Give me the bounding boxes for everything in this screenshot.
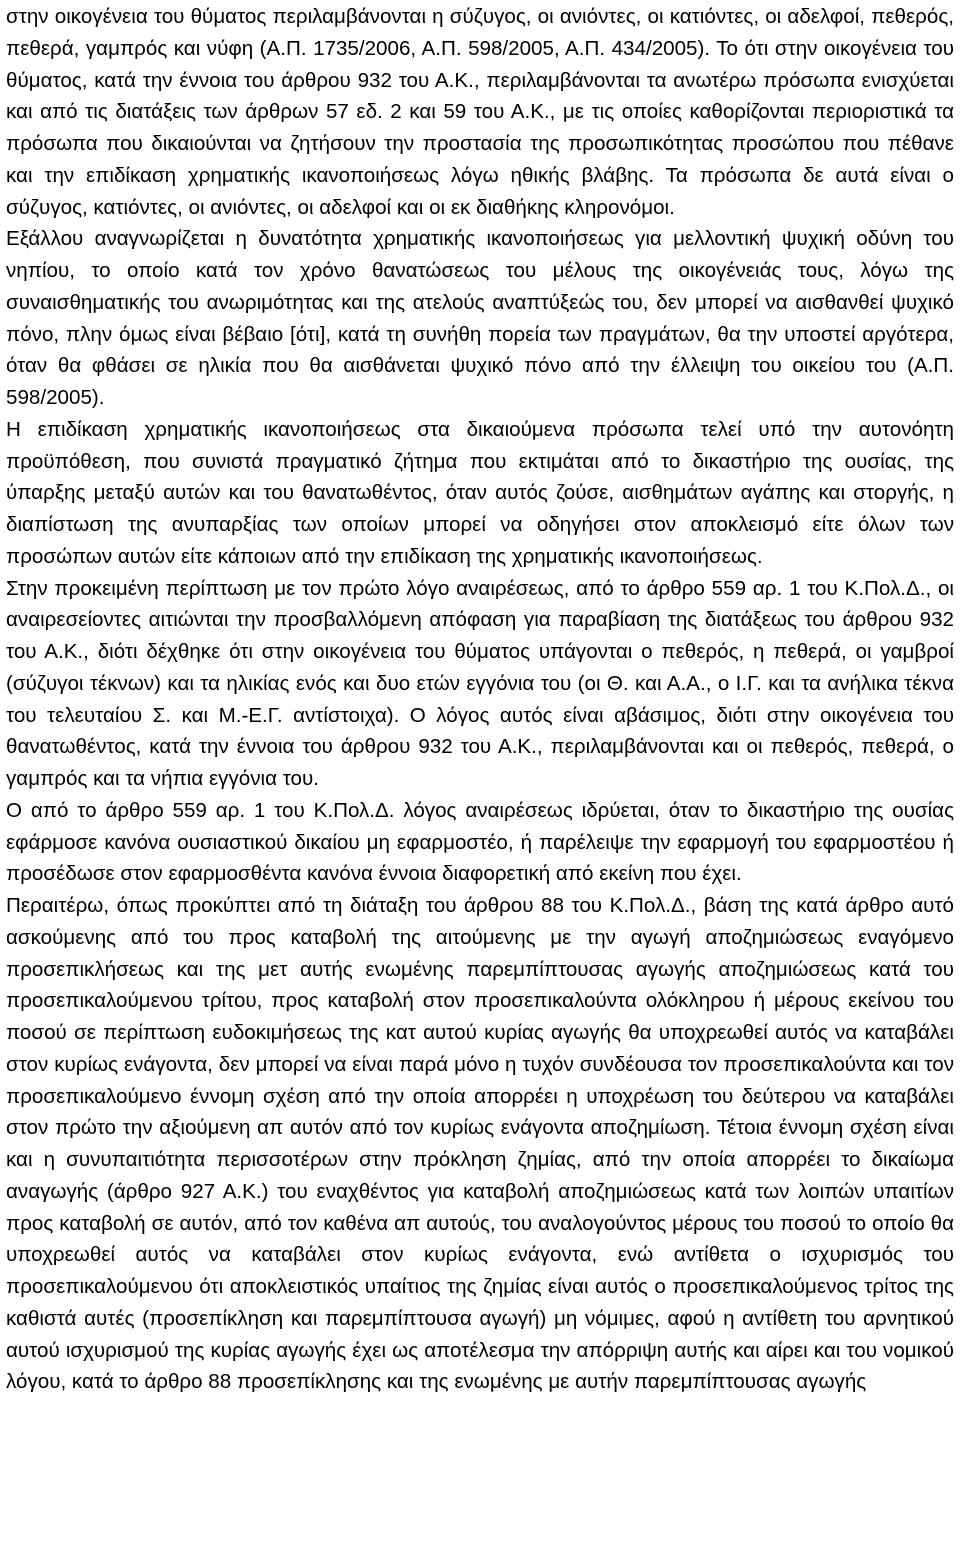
paragraph-cassation-ground: Ο από το άρθρο 559 αρ. 1 του Κ.Πολ.Δ. λόγος αναιρέσεως ιδρύεται, όταν το δικαστήριο της ουσίας εφάρμοσε κανόνα ουσιαστικού δικαίου μη εφαρμοστέο, ή παρέλειψε την εφαρμογή του εφαρμοστέου ή προσέδωσε στον εφαρμοσθέντα κανόνα έννοια διαφορετική από εκείνη που έχει.: [6, 798, 954, 886]
paragraph-award-condition: Η επιδίκαση χρηματικής ικανοποιήσεως στα δικαιούμενα πρόσωπα τελεί υπό την αυτονόητη προϋπόθεση, που συνιστά πραγματικό ζήτημα που εκτιμάται από το δικαστήριο της ουσίας, της ύπαρξης μεταξύ αυτών και του θανατωθέντος, όταν αυτός ζούσε, αισθημάτων αγάπης και στοργής, η διαπίστωση της ανυπαρξίας των οποίων μπορεί να οδηγήσει στον αποκλεισμό είτε όλων των προσώπων αυτών είτε κάποιων από την επιδίκαση της χρηματικής ικανοποιήσεως.: [6, 417, 954, 568]
paragraph-future-grief: Εξάλλου αναγνωρίζεται η δυνατότητα χρηματικής ικανοποιήσεως για μελλοντική ψυχική οδύνη του νηπίου, το οποίο κατά τον χρόνο θανατώσεως του μέλους της οικογένειάς τους, λόγω της συναισθηματικής του ανωριμότητας και της ατελούς αναπτύξεώς του, δεν μπορεί να αισθανθεί ψυχικό πόνο, πλην όμως είναι βέβαιο [ότι], κατά τη συνήθη πορεία των πραγμάτων, θα την υποστεί αργότερα, όταν θα φθάσει σε ηλικία που θα αισθάνεται ψυχικό πόνο από την έλλειψη του οικείου του (Α.Π. 598/2005).: [6, 227, 954, 409]
document-page: [6, 1, 954, 1398]
paragraph-first-ground: Στην προκειμένη περίπτωση με τον πρώτο λόγο αναιρέσεως, από το άρθρο 559 αρ. 1 του Κ.Πολ.Δ., οι αναιρεσείοντες αιτιώνται την προσβαλλόμενη απόφαση για παραβίαση της διατάξεως του άρθρου 932 του Α.Κ., διότι δέχθηκε ότι στην οικογένεια του θύματος υπάγονται ο πεθερός, η πεθερά, οι γαμβροί (σύζυγοι τέκνων) και τα ηλικίας ενός και δυο ετών εγγόνια του (οι Θ. και Α.Α., ο Ι.Γ. και τα ανήλικα τέκνα του τελευταίου Σ. και Μ.-Ε.Γ. αντίστοιχα). Ο λόγος αυτός είναι αβάσιμος, διότι στην οικογένεια του θανατωθέντος, κατά την έννοια του άρθρου 932 του Α.Κ., περιλαμβάνονται και οι πεθερός, πεθερά, ο γαμπρός και τα νήπια εγγόνια του.: [6, 576, 954, 790]
paragraph-family-members: στην οικογένεια του θύματος περιλαμβάνονται η σύζυγος, οι ανιόντες, οι κατιόντες, οι αδελφοί, πεθερός, πεθερά, γαμπρός και νύφη (Α.Π. 1735/2006, Α.Π. 598/2005, Α.Π. 434/2005). Το ότι στην οικογένεια του θύματος, κατά την έννοια του άρθρου 932 του Α.Κ., περιλαμβάνονται τα ανωτέρω πρόσωπα ενισχύεται και από τις διατάξεις των άρθρων 57 εδ. 2 και 59 του Α.Κ., με τις οποίες καθορίζονται περιοριστικά τα πρόσωπα που δικαιούνται να ζητήσουν την προστασία της προσωπικότητας προσώπου που πέθανε και την επιδίκαση χρηματικής ικανοποιήσεως λόγω ηθικής βλάβης. Τα πρόσωπα δε αυτά είναι ο σύζυγος, κατιόντες, οι ανιόντες, οι αδελφοί και οι εκ διαθήκης κληρονόμοι.: [6, 5, 954, 219]
paragraph-third-party-notice: Περαιτέρω, όπως προκύπτει από τη διάταξη του άρθρου 88 του Κ.Πολ.Δ., βάση της κατά άρθρο αυτό ασκούμενης από του προς καταβολή της αιτούμενης με την αγωγή αποζημιώσεως εναγόμενο προσεπικλήσεως και της μετ αυτής ενωμένης παρεμπίπτουσας αγωγής αποζημιώσεως κατά του προσεπικαλούμενου τρίτου, προς καταβολή στον προσεπικαλούντα ολόκληρου ή μέρους εκείνου του ποσού σε περίπτωση ευδοκιμήσεως της κατ αυτού κυρίας αγωγής θα υποχρεωθεί αυτός να καταβάλει στον κυρίως ενάγοντα, δεν μπορεί να είναι παρά μόνο η τυχόν συνδέουσα τον προσεπικαλούντα και τον προσεπικαλούμενο έννομη σχέση από την οποία απορρέει η υποχρέωση του δεύτερου να καταβάλει στον πρώτο την αξιούμενη απ αυτόν από τον κυρίως ενάγοντα αποζημίωση. Τέτοια έννομη σχέση είναι και η συνυπαιτιότητα περισσοτέρων στην πρόκληση ζημίας, από την οποία απορρέει το δικαίωμα αναγωγής (άρθρο 927 Α.Κ.) του εναχθέντος για καταβολή αποζημιώσεως κατά των λοιπών υπαιτίων προς καταβολή σε αυτόν, από τον καθένα απ αυτούς, του αναλογούντος μέρους του ποσού το οποίο θα υποχρεωθεί αυτός να καταβάλει στον κυρίως ενάγοντα, ενώ αντίθετα ο ισχυρισμός του προσεπικαλούμενου ότι αποκλειστικός υπαίτιος της ζημίας είναι αυτός ο προσεπικαλούμενος τρίτος της καθιστά αυτές (προσεπίκληση και παρεμπίπτουσα αγωγή) μη νόμιμες, αφού η αντίθετη του αρνητικού αυτού ισχυρισμού της κυρίας αγωγής έχει ως αποτέλεσμα την απόρριψη αυτής και αίρει και του νομικού λόγου, κατά το άρθρο 88 προσεπίκλησης και της ενωμένης με αυτήν παρεμπίπτουσας αγωγής: [6, 894, 954, 1394]
